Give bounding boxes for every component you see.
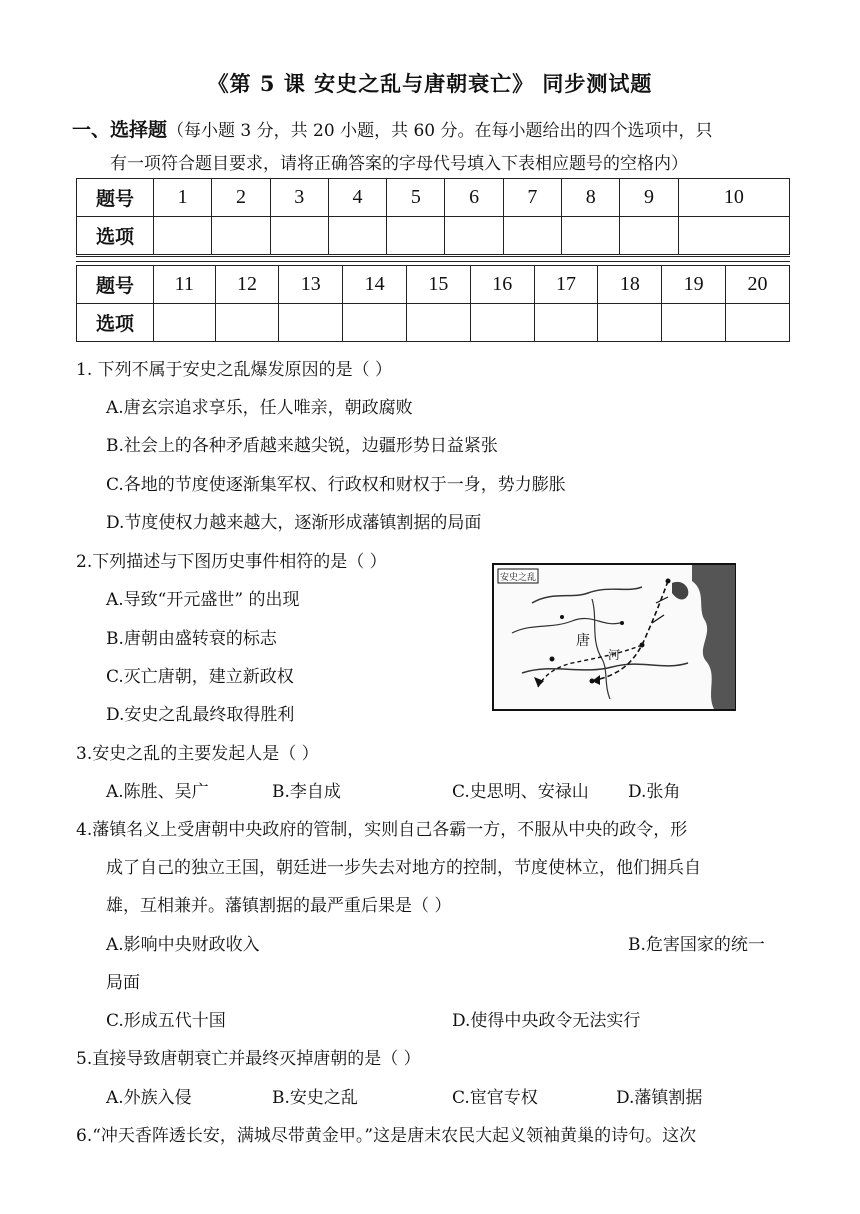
- question-4-line1: 4.藩镇名义上受唐朝中央政府的管制，实则自己各霸一方，不服从中央的政令，形: [76, 820, 688, 840]
- row-label-answer: 选项: [77, 304, 154, 342]
- question-4-line3: 雄，互相兼并。藩镇割据的最严重后果是（ ）: [106, 896, 452, 916]
- section-note-line1: （每小题 3 分，共 20 小题，共 60 分。在每小题给出的四个选项中，只: [167, 121, 713, 141]
- question-3-option-c: C.史思明、安禄山: [452, 782, 589, 802]
- question-4-option-a: A.影响中央财政收入: [106, 935, 260, 955]
- answer-cell[interactable]: [562, 217, 620, 255]
- map-label-he: 河: [608, 648, 621, 662]
- question-4-option-d: D.使得中央政令无法实行: [452, 1011, 641, 1031]
- question-5-option-c: C.宦官专权: [452, 1088, 538, 1108]
- answer-cell[interactable]: [620, 217, 678, 255]
- question-number-cell: 9: [620, 179, 678, 217]
- answer-cell[interactable]: [154, 304, 216, 342]
- question-number-cell: 10: [678, 179, 789, 217]
- question-2-option-a: A.导致“开元盛世” 的出现: [106, 590, 300, 610]
- answer-cell[interactable]: [343, 304, 407, 342]
- question-number-cell: 4: [328, 179, 386, 217]
- question-5-option-a: A.外族入侵: [106, 1088, 192, 1108]
- question-number-cell: 13: [279, 266, 343, 304]
- answer-cell[interactable]: [387, 217, 445, 255]
- answer-cell[interactable]: [154, 217, 212, 255]
- answer-cell[interactable]: [503, 217, 561, 255]
- section-heading: 一、选择题: [72, 119, 168, 141]
- answer-cell[interactable]: [678, 217, 789, 255]
- question-number-cell: 19: [662, 266, 726, 304]
- map-label-tang: 唐: [576, 633, 590, 649]
- answer-cell[interactable]: [215, 304, 279, 342]
- question-number-cell: 16: [470, 266, 534, 304]
- table-divider: [76, 256, 790, 262]
- answer-table-1: [76, 178, 790, 255]
- question-2-option-c: C.灭亡唐朝，建立新政权: [106, 667, 294, 687]
- question-number-cell: 8: [562, 179, 620, 217]
- question-number-cell: 1: [154, 179, 212, 217]
- answer-cell[interactable]: [407, 304, 471, 342]
- question-4-option-b: B.危害国家的统一: [628, 935, 765, 955]
- question-number-cell: 2: [212, 179, 270, 217]
- question-4-line2: 成了自己的独立王国，朝廷进一步失去对地方的控制，节度使林立，他们拥兵自: [106, 858, 701, 878]
- question-number-cell: 3: [270, 179, 328, 217]
- question-1-stem: 1. 下列不属于安史之乱爆发原因的是（ ）: [76, 360, 393, 380]
- row-label-answer: 选项: [77, 217, 154, 255]
- page-title: 《第 5 课 安史之乱与唐朝衰亡》 同步测试题: [207, 71, 653, 96]
- question-number-cell: 11: [154, 266, 216, 304]
- answer-cell[interactable]: [212, 217, 270, 255]
- question-2-stem: 2.下列描述与下图历史事件相符的是（ ）: [76, 552, 387, 572]
- question-3-option-a: A.陈胜、吴广: [106, 782, 209, 802]
- answer-table-2: [76, 265, 790, 342]
- question-4-option-c: C.形成五代十国: [106, 1011, 226, 1031]
- question-2-option-b: B.唐朝由盛转衰的标志: [106, 629, 277, 649]
- question-number-cell: 20: [726, 266, 790, 304]
- row-label-number: 题号: [77, 179, 154, 217]
- question-1-option-a: A.唐玄宗追求享乐，任人唯亲，朝政腐败: [106, 398, 413, 418]
- question-number-cell: 6: [445, 179, 503, 217]
- row-label-number: 题号: [77, 266, 154, 304]
- question-number-cell: 18: [598, 266, 662, 304]
- question-6-line1: 6.“冲天香阵透长安，满城尽带黄金甲。”这是唐末农民大起义领袖黄巢的诗句。这次: [76, 1126, 697, 1146]
- question-number-cell: 15: [407, 266, 471, 304]
- answer-cell[interactable]: [534, 304, 598, 342]
- answer-cell[interactable]: [279, 304, 343, 342]
- answer-cell[interactable]: [662, 304, 726, 342]
- question-1-option-d: D.节度使权力越来越大，逐渐形成藩镇割据的局面: [106, 513, 482, 533]
- question-4-option-b-wrap: 局面: [106, 973, 140, 993]
- section-instructions: [72, 113, 802, 174]
- question-1-option-c: C.各地的节度使逐渐集军权、行政权和财权于一身，势力膨胀: [106, 475, 566, 495]
- table-row: [77, 266, 790, 304]
- question-3-option-b: B.李自成: [272, 782, 341, 802]
- question-5-option-d: D.藩镇割据: [616, 1088, 703, 1108]
- question-2-option-d: D.安史之乱最终取得胜利: [106, 705, 295, 725]
- question-number-cell: 14: [343, 266, 407, 304]
- question-number-cell: 17: [534, 266, 598, 304]
- map-title: 安史之乱: [499, 573, 537, 583]
- question-5-option-b: B.安史之乱: [272, 1088, 358, 1108]
- question-5-stem: 5.直接导致唐朝衰亡并最终灭掉唐朝的是（ ）: [76, 1049, 421, 1069]
- answer-cell[interactable]: [726, 304, 790, 342]
- answer-cell[interactable]: [445, 217, 503, 255]
- section-note-line2: 有一项符合题目要求，请将正确答案的字母代号填入下表相应题号的空格内）: [110, 154, 688, 174]
- answer-cell[interactable]: [328, 217, 386, 255]
- question-1-option-b: B.社会上的各种矛盾越来越尖锐，边疆形势日益紧张: [106, 436, 498, 456]
- question-3-option-d: D.张角: [628, 782, 681, 802]
- answer-cell[interactable]: [270, 217, 328, 255]
- answer-cell[interactable]: [598, 304, 662, 342]
- table-row: [77, 179, 790, 217]
- question-3-stem: 3.安史之乱的主要发起人是（ ）: [76, 744, 319, 764]
- question-number-cell: 7: [503, 179, 561, 217]
- table-row: [77, 217, 790, 255]
- question-number-cell: 12: [215, 266, 279, 304]
- table-row: [77, 304, 790, 342]
- answer-cell[interactable]: [470, 304, 534, 342]
- question-number-cell: 5: [387, 179, 445, 217]
- an-shi-rebellion-map-figure: [492, 563, 736, 711]
